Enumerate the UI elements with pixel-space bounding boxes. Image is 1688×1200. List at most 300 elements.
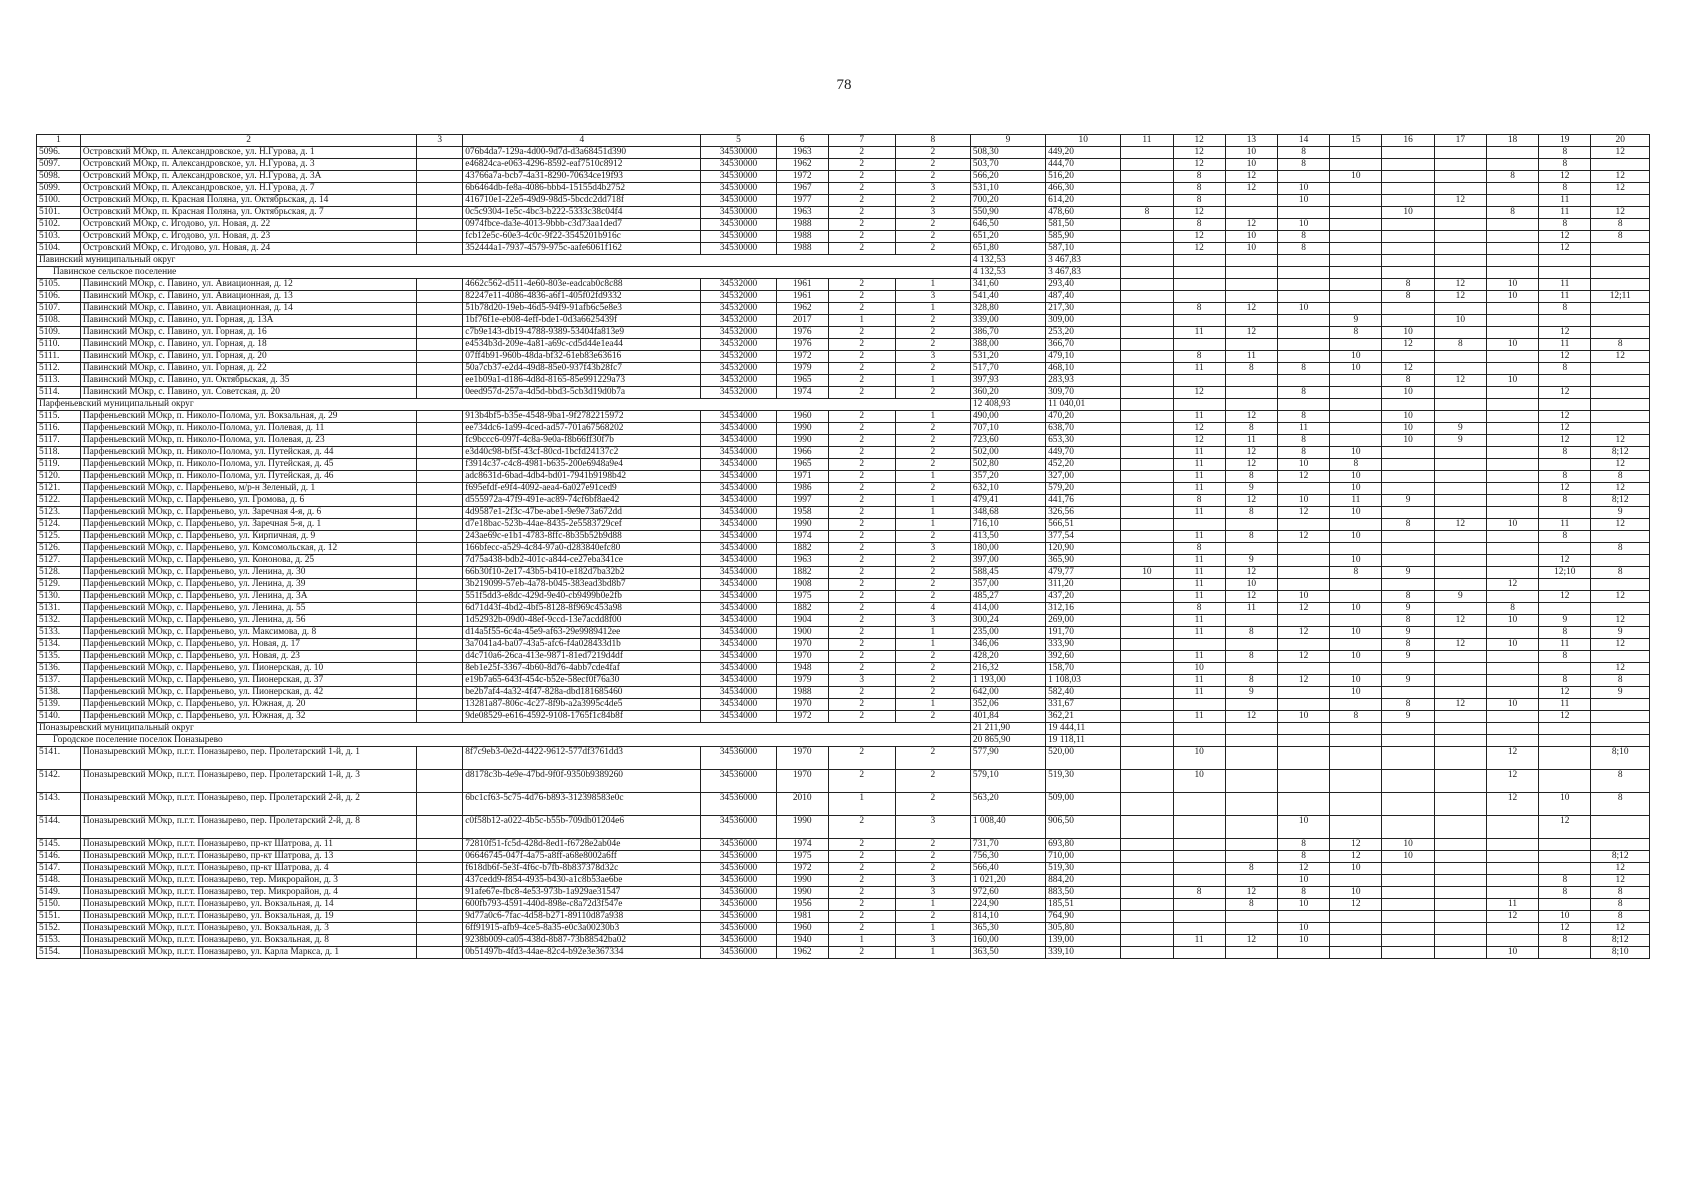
- table-cell: 12: [1434, 615, 1486, 627]
- table-cell: 8eb1e25f-3367-4b60-8d76-4abb7cde4faf: [463, 663, 701, 675]
- table-cell: 437cedd9-f854-4935-b430-a1c8b53ae6be: [463, 875, 701, 887]
- table-cell: 8: [1539, 531, 1591, 543]
- table-cell: 2: [895, 687, 970, 699]
- table-cell: [1121, 303, 1173, 315]
- table-cell: 1966: [776, 447, 828, 459]
- table-cell: [1173, 735, 1225, 747]
- table-cell: [1434, 351, 1486, 363]
- table-cell: 1988: [776, 219, 828, 231]
- table-cell: 2: [828, 483, 895, 495]
- table-cell: 34536000: [701, 911, 776, 923]
- table-cell: 1882: [776, 567, 828, 579]
- table-cell: 8: [1591, 339, 1650, 351]
- table-cell: [1330, 147, 1382, 159]
- table-cell: 34534000: [701, 675, 776, 687]
- table-cell: [1382, 687, 1434, 699]
- table-cell: 5123.: [37, 507, 81, 519]
- table-cell: [1121, 351, 1173, 363]
- table-cell: Парфеньевский МОкр, с. Парфеньево, ул. Новая, д. 23: [80, 651, 416, 663]
- table-cell: [1121, 327, 1173, 339]
- table-cell: 10: [1225, 147, 1277, 159]
- table-row: [37, 531, 1650, 543]
- table-cell: fc9bccc6-097f-4c8a-9e0a-f8b66ff30f7b: [463, 435, 701, 447]
- table-cell: [1173, 911, 1225, 923]
- table-cell: [1486, 735, 1538, 747]
- table-cell: 352444a1-7937-4579-975c-aafe6061f162: [463, 243, 701, 255]
- table-cell: [1539, 851, 1591, 863]
- table-cell: 11: [1173, 363, 1225, 375]
- table-cell: [1225, 519, 1277, 531]
- table-cell: 12: [1225, 219, 1277, 231]
- table-cell: 19 444,11: [1046, 723, 1121, 735]
- table-cell: 11: [1330, 495, 1382, 507]
- table-cell: Островский МОкр, с. Игодово, ул. Новая, д. 22: [80, 219, 416, 231]
- table-row: [37, 899, 1650, 911]
- table-cell: 5108.: [37, 315, 81, 327]
- table-cell: 12: [1278, 627, 1330, 639]
- table-cell: e4534b3d-209e-4a81-a69c-cd5d44e1ea44: [463, 339, 701, 351]
- table-cell: 10: [1278, 875, 1330, 887]
- table-cell: 5138.: [37, 687, 81, 699]
- table-cell: [417, 615, 463, 627]
- table-cell: [1121, 315, 1173, 327]
- table-cell: [1121, 887, 1173, 899]
- table-cell: [1434, 219, 1486, 231]
- table-cell: 1882: [776, 603, 828, 615]
- table-cell: Павинский МОкр, с. Павино, ул. Авиационная, д. 14: [80, 303, 416, 315]
- table-cell: 2: [828, 579, 895, 591]
- table-cell: [1486, 351, 1538, 363]
- table-cell: [1225, 291, 1277, 303]
- table-cell: 9238b009-ca05-438d-8b87-73b88542ba02: [463, 935, 701, 947]
- table-cell: [1121, 387, 1173, 399]
- table-row: [37, 947, 1650, 959]
- table-cell: 1970: [776, 699, 828, 711]
- table-cell: 34532000: [701, 387, 776, 399]
- table-cell: [1173, 863, 1225, 875]
- table-cell: [1225, 770, 1277, 793]
- table-cell: [1434, 723, 1486, 735]
- table-cell: [1486, 663, 1538, 675]
- table-cell: [417, 207, 463, 219]
- table-cell: 490,00: [970, 411, 1045, 423]
- table-cell: 12: [1591, 171, 1650, 183]
- table-cell: [1121, 543, 1173, 555]
- table-cell: 34532000: [701, 291, 776, 303]
- table-cell: [1121, 851, 1173, 863]
- table-cell: [1539, 375, 1591, 387]
- table-cell: 397,00: [970, 555, 1045, 567]
- table-cell: 8: [1539, 303, 1591, 315]
- table-row: [37, 183, 1650, 195]
- table-cell: 8: [1382, 615, 1434, 627]
- table-cell: 10: [1121, 567, 1173, 579]
- table-cell: Поназыревский МОкр, п.г.т. Поназырево, тер. Микрорайон, д. 3: [80, 875, 416, 887]
- table-row: [37, 303, 1650, 315]
- table-cell: 5114.: [37, 387, 81, 399]
- table-cell: [1330, 243, 1382, 255]
- table-cell: 10: [1486, 639, 1538, 651]
- table-cell: Павинский МОкр, с. Павино, ул. Горная, д. 16: [80, 327, 416, 339]
- table-cell: 8;12: [1591, 495, 1650, 507]
- table-cell: [1121, 663, 1173, 675]
- table-cell: [417, 423, 463, 435]
- table-cell: 1988: [776, 231, 828, 243]
- table-cell: [1121, 519, 1173, 531]
- table-cell: 8: [1173, 603, 1225, 615]
- table-cell: 10: [1330, 555, 1382, 567]
- table-cell: 700,20: [970, 195, 1045, 207]
- table-cell: [1121, 899, 1173, 911]
- table-row: [37, 579, 1650, 591]
- table-cell: Островский МОкр, п. Александровское, ул. Н.Гурова, д. 1: [80, 147, 416, 159]
- table-cell: 2: [828, 387, 895, 399]
- table-cell: [1591, 603, 1650, 615]
- table-row: [37, 839, 1650, 851]
- table-cell: [1173, 875, 1225, 887]
- table-cell: 5099.: [37, 183, 81, 195]
- table-cell: [1121, 816, 1173, 839]
- table-cell: 34534000: [701, 603, 776, 615]
- table-cell: [1121, 935, 1173, 947]
- table-cell: 5105.: [37, 279, 81, 291]
- table-cell: [1539, 315, 1591, 327]
- table-cell: 12: [1486, 793, 1538, 816]
- table-cell: [417, 303, 463, 315]
- table-cell: [1486, 435, 1538, 447]
- table-cell: [1330, 279, 1382, 291]
- table-cell: [1121, 399, 1173, 411]
- table-cell: 9: [970, 135, 1045, 147]
- table-cell: 3: [895, 615, 970, 627]
- table-cell: 9: [1382, 651, 1434, 663]
- table-cell: 12: [1434, 699, 1486, 711]
- table-cell: 1979: [776, 363, 828, 375]
- table-cell: [1225, 875, 1277, 887]
- table-cell: [1591, 423, 1650, 435]
- table-cell: 34530000: [701, 195, 776, 207]
- table-cell: [1278, 579, 1330, 591]
- table-cell: 1997: [776, 495, 828, 507]
- table-cell: 166bfecc-a529-4c84-97a0-d283840efc80: [463, 543, 701, 555]
- table-cell: 2: [895, 315, 970, 327]
- table-cell: 10: [1173, 663, 1225, 675]
- table-cell: 8: [1382, 519, 1434, 531]
- table-cell: [1121, 447, 1173, 459]
- table-row: [37, 639, 1650, 651]
- table-cell: [1434, 255, 1486, 267]
- table-cell: [417, 567, 463, 579]
- table-cell: 300,24: [970, 615, 1045, 627]
- table-cell: 11: [1225, 603, 1277, 615]
- table-row: [37, 567, 1650, 579]
- table-cell: [1225, 387, 1277, 399]
- table-cell: 10: [1330, 507, 1382, 519]
- table-cell: 2: [828, 435, 895, 447]
- table-cell: [1225, 723, 1277, 735]
- table-cell: [1382, 555, 1434, 567]
- table-cell: 566,40: [970, 863, 1045, 875]
- table-cell: 8: [1278, 447, 1330, 459]
- table-cell: 10: [1225, 579, 1277, 591]
- table-cell: [417, 887, 463, 899]
- table-cell: 1975: [776, 591, 828, 603]
- table-cell: [1121, 435, 1173, 447]
- table-cell: 12: [1278, 675, 1330, 687]
- table-cell: [1382, 231, 1434, 243]
- table-cell: 1975: [776, 851, 828, 863]
- table-cell: [1434, 663, 1486, 675]
- table-cell: [417, 327, 463, 339]
- table-cell: [1486, 447, 1538, 459]
- table-cell: [1382, 723, 1434, 735]
- table-cell: [417, 839, 463, 851]
- table-cell: 2: [828, 219, 895, 231]
- table-cell: 72810f51-fc5d-428d-8ed1-f6728e2ab04e: [463, 839, 701, 851]
- table-cell: 2: [828, 231, 895, 243]
- table-cell: 10: [1330, 863, 1382, 875]
- table-cell: [1330, 387, 1382, 399]
- table-cell: 8;12: [1591, 447, 1650, 459]
- table-cell: [1382, 315, 1434, 327]
- table-cell: 8: [1539, 875, 1591, 887]
- table-row: [37, 875, 1650, 887]
- table-cell: 12: [1278, 507, 1330, 519]
- table-cell: Островский МОкр, п. Александровское, ул. Н.Гурова, д. 7: [80, 183, 416, 195]
- table-cell: Павинский МОкр, с. Павино, ул. Октябрьская, д. 35: [80, 375, 416, 387]
- table-cell: 9d77a0c6-7fac-4d58-b271-89110d87a938: [463, 911, 701, 923]
- table-cell: 5100.: [37, 195, 81, 207]
- table-cell: [1434, 147, 1486, 159]
- table-cell: 10: [1330, 447, 1382, 459]
- table-cell: 34532000: [701, 375, 776, 387]
- table-cell: 2: [828, 887, 895, 899]
- table-cell: 2: [895, 839, 970, 851]
- table-cell: [1121, 423, 1173, 435]
- table-cell: [1486, 863, 1538, 875]
- table-cell: 15: [1330, 135, 1382, 147]
- table-cell: 8: [1486, 171, 1538, 183]
- table-cell: 12: [1278, 531, 1330, 543]
- table-cell: Парфеньевский МОкр, п. Николо-Полома, ул. Полевая, д. 23: [80, 435, 416, 447]
- table-cell: 11: [1173, 627, 1225, 639]
- table-cell: [417, 947, 463, 959]
- table-cell: 363,50: [970, 947, 1045, 959]
- table-cell: Парфеньевский МОкр, п. Николо-Полома, ул. Полевая, д. 11: [80, 423, 416, 435]
- table-cell: 2: [895, 567, 970, 579]
- table-cell: 12: [1330, 899, 1382, 911]
- table-cell: 509,00: [1046, 793, 1121, 816]
- table-cell: [1486, 687, 1538, 699]
- table-cell: 579,20: [1046, 483, 1121, 495]
- table-cell: [417, 911, 463, 923]
- table-cell: 2: [828, 639, 895, 651]
- table-cell: [1486, 159, 1538, 171]
- table-cell: [1382, 171, 1434, 183]
- table-cell: [1591, 159, 1650, 171]
- table-cell: 11: [1486, 899, 1538, 911]
- table-cell: 2: [895, 195, 970, 207]
- table-cell: [1278, 747, 1330, 770]
- table-cell: 731,70: [970, 839, 1045, 851]
- table-cell: [1225, 747, 1277, 770]
- table-cell: 5152.: [37, 923, 81, 935]
- table-cell: 12: [1225, 711, 1277, 723]
- table-cell: [417, 171, 463, 183]
- table-cell: 4d9587e1-2f3c-47be-abe1-9e9e73a672dd: [463, 507, 701, 519]
- table-cell: 10: [1330, 603, 1382, 615]
- table-row: [37, 519, 1650, 531]
- table-cell: 12: [1591, 875, 1650, 887]
- table-cell: [1121, 863, 1173, 875]
- table-cell: [1539, 255, 1591, 267]
- table-cell: [1434, 483, 1486, 495]
- table-cell: 579,10: [970, 770, 1045, 793]
- table-cell: [1434, 267, 1486, 279]
- table-cell: [1278, 315, 1330, 327]
- table-cell: [1382, 447, 1434, 459]
- table-cell: [1486, 591, 1538, 603]
- table-cell: 5102.: [37, 219, 81, 231]
- table-cell: 5120.: [37, 471, 81, 483]
- table-cell: 10: [1225, 243, 1277, 255]
- table-cell: 8: [1278, 147, 1330, 159]
- table-cell: [417, 435, 463, 447]
- table-cell: [417, 770, 463, 793]
- table-cell: 34532000: [701, 339, 776, 351]
- table-cell: 2: [895, 447, 970, 459]
- table-cell: 1963: [776, 207, 828, 219]
- table-cell: [1434, 159, 1486, 171]
- table-row: [37, 543, 1650, 555]
- table-cell: [1330, 411, 1382, 423]
- table-cell: [1486, 851, 1538, 863]
- table-cell: 2: [895, 793, 970, 816]
- table-cell: [1434, 711, 1486, 723]
- table-cell: 120,90: [1046, 543, 1121, 555]
- table-cell: 12: [1591, 615, 1650, 627]
- table-cell: [1591, 279, 1650, 291]
- table-cell: [1434, 935, 1486, 947]
- table-cell: 8: [1173, 195, 1225, 207]
- table-cell: [1121, 615, 1173, 627]
- table-cell: 2: [828, 923, 895, 935]
- group-total-row: [37, 723, 1650, 735]
- table-cell: 362,21: [1046, 711, 1121, 723]
- table-cell: [1434, 911, 1486, 923]
- table-cell: 66b30f10-2e17-43b5-b410-e182d7ba32b2: [463, 567, 701, 579]
- table-cell: 1: [828, 315, 895, 327]
- table-cell: 814,10: [970, 911, 1045, 923]
- table-cell: 2: [828, 183, 895, 195]
- table-cell: [417, 147, 463, 159]
- table-cell: [417, 627, 463, 639]
- table-cell: 8: [1278, 839, 1330, 851]
- table-cell: 12: [1173, 231, 1225, 243]
- table-cell: 5139.: [37, 699, 81, 711]
- group-total-row: [37, 267, 1650, 279]
- table-cell: 11: [1173, 531, 1225, 543]
- table-cell: 972,60: [970, 887, 1045, 899]
- table-cell: 2: [828, 747, 895, 770]
- table-cell: e3d40c98-bf5f-43cf-80cd-1bcfd24137c2: [463, 447, 701, 459]
- table-cell: [1486, 923, 1538, 935]
- table-cell: 12: [1434, 279, 1486, 291]
- table-cell: 646,50: [970, 219, 1045, 231]
- table-cell: [1330, 423, 1382, 435]
- table-cell: 34530000: [701, 207, 776, 219]
- table-cell: [1382, 243, 1434, 255]
- table-cell: 12: [1173, 147, 1225, 159]
- table-cell: 34532000: [701, 351, 776, 363]
- table-cell: [1121, 579, 1173, 591]
- table-cell: 441,76: [1046, 495, 1121, 507]
- table-row: [37, 471, 1650, 483]
- table-cell: Островский МОкр, с. Игодово, ул. Новая, д. 23: [80, 231, 416, 243]
- table-cell: 2: [828, 279, 895, 291]
- table-cell: 716,10: [970, 519, 1045, 531]
- table-cell: 12: [1382, 363, 1434, 375]
- table-cell: [1173, 899, 1225, 911]
- table-cell: c0f58b12-a022-4b5c-b55b-709db01204e6: [463, 816, 701, 839]
- table-cell: 3: [895, 351, 970, 363]
- table-cell: Поназыревский муниципальный округ: [37, 723, 971, 735]
- table-cell: [417, 159, 463, 171]
- table-row: [37, 495, 1650, 507]
- table-cell: 1988: [776, 243, 828, 255]
- table-cell: 2: [895, 339, 970, 351]
- table-cell: [1539, 863, 1591, 875]
- table-cell: 12: [1539, 591, 1591, 603]
- table-cell: d7e18bac-523b-44ae-8435-2e5583729cef: [463, 519, 701, 531]
- table-cell: 1961: [776, 279, 828, 291]
- table-cell: 2: [828, 615, 895, 627]
- table-cell: [1382, 579, 1434, 591]
- table-cell: 2: [895, 651, 970, 663]
- table-cell: [1173, 315, 1225, 327]
- table-cell: 5: [701, 135, 776, 147]
- table-row: [37, 387, 1650, 399]
- table-cell: [1539, 507, 1591, 519]
- table-cell: 20: [1591, 135, 1650, 147]
- table-cell: 10: [1382, 851, 1434, 863]
- table-cell: 1976: [776, 339, 828, 351]
- table-cell: 43766a7a-bcb7-4a31-8290-70634ce19f93: [463, 171, 701, 183]
- table-row: [37, 483, 1650, 495]
- table-cell: 12: [1539, 351, 1591, 363]
- table-cell: [417, 851, 463, 863]
- table-cell: 1: [895, 947, 970, 959]
- table-cell: 1990: [776, 519, 828, 531]
- table-cell: [1121, 195, 1173, 207]
- table-cell: 5151.: [37, 911, 81, 923]
- table-cell: 20 865,90: [970, 735, 1045, 747]
- table-cell: [1591, 651, 1650, 663]
- table-cell: [1173, 375, 1225, 387]
- table-cell: [1121, 147, 1173, 159]
- table-cell: 8: [1225, 471, 1277, 483]
- table-cell: [1121, 923, 1173, 935]
- table-cell: 3: [895, 543, 970, 555]
- table-cell: Поназыревский МОкр, п.г.т. Поназырево, пер. Пролетарский 1-й, д. 3: [80, 770, 416, 793]
- table-cell: 8: [1173, 887, 1225, 899]
- table-row: [37, 207, 1650, 219]
- table-cell: 12: [1173, 207, 1225, 219]
- table-cell: [417, 863, 463, 875]
- table-cell: 392,60: [1046, 651, 1121, 663]
- table-cell: [1225, 279, 1277, 291]
- table-row: [37, 375, 1650, 387]
